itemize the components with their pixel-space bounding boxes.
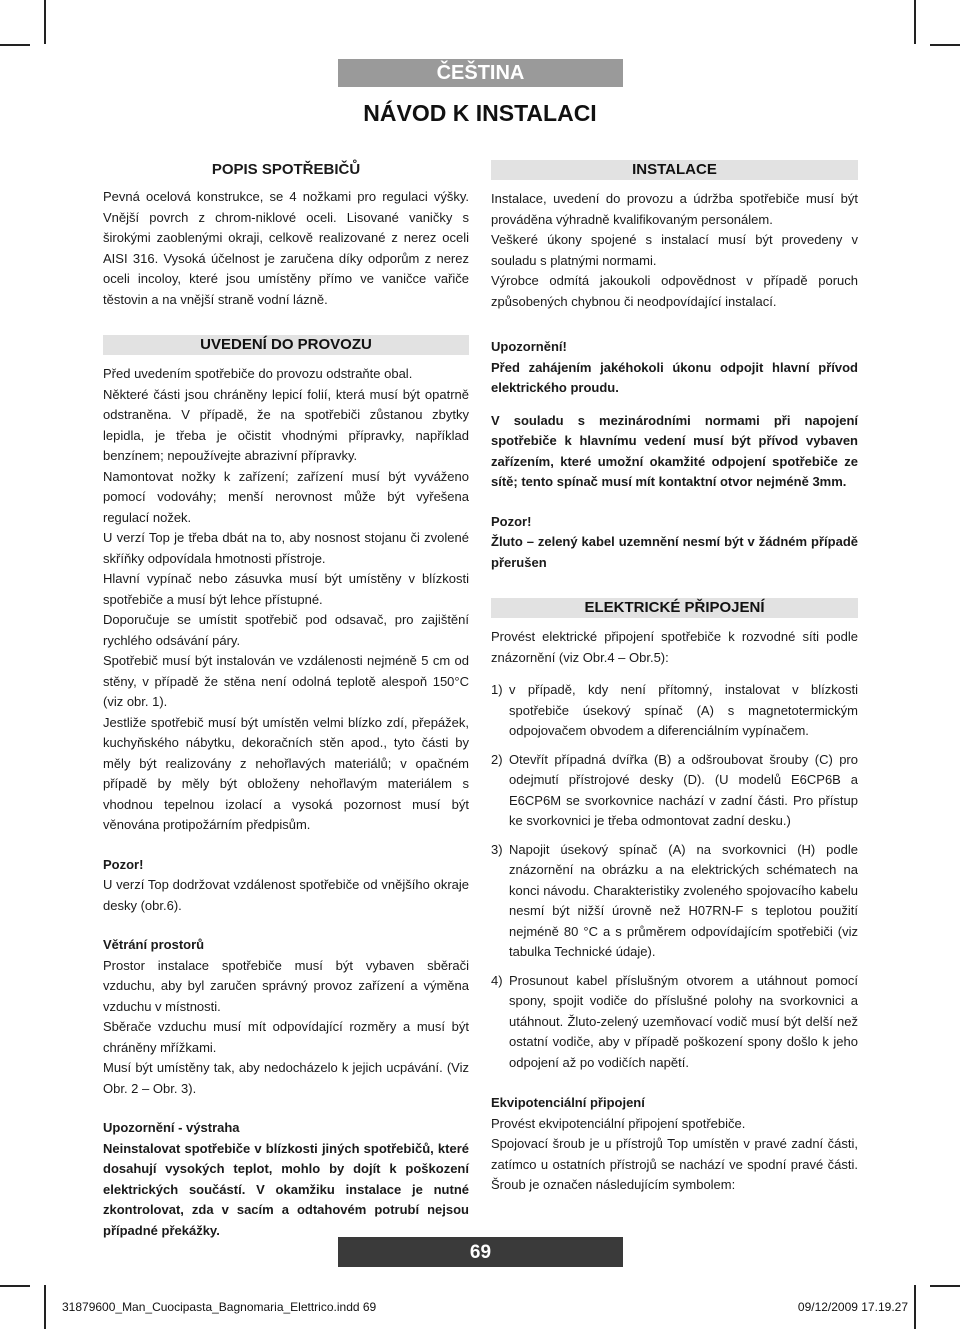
uvedeni-p7: Spotřebič musí být instalován ve vzdálenosti nejméně 5 cm od stěny, v případě že stěna není odolná teplotě alespoň 150°C (viz obr. 1). — [103, 653, 469, 709]
upozorneni-p1: Před zahájením jakéhokoli úkonu odpojit hlavní přívod elektrického proudu. — [491, 359, 858, 395]
uvedeni-p3: Namontovat nožky k zařízení; zařízení musí být vyváženo pomocí vodováhy; menší nerovnost může být vyřešena regulací nožek. — [103, 468, 469, 525]
step-item: 3) Napojit úsekový spínač (A) na svorkovnici (H) podle znázornění na obrázku a na elektrických schématech na konci návodu. Charakteristiky zvoleného spojovacího kabelu nesmí být nižší úrovně než H07RN-F s teplotou použití nejméně 80 °C a s průměrem odpovídajícím spotřebiči (viz tabulka Technické údaje). — [491, 841, 858, 959]
ekvipotencialni-p1: Provést ekvipotenciální připojení spotřebiče. — [491, 1115, 746, 1131]
uvedeni-p4: U verzí Top je třeba dbát na to, aby nosnost stojanu či zvolené skříňky odpovídala hmotnosti přístroje. — [103, 530, 469, 566]
left-column — [103, 160, 469, 1241]
connection-steps — [491, 680, 858, 1073]
popis-text: Pevná ocelová konstrukce, se 4 nožkami pro regulaci výšky. Vnější povrch z chrom-niklové oceli. Lisované vaničky s širokými zaoblenými okraji, celkově realizované z nerez oceli AISI 316. Vysoká účelnost je zaručena díky odporům z nerez oceli incoloy, které jsou umístěny přímo ve vaničce vařiče těstovin a na vnější straně vodní lázně. — [103, 189, 469, 307]
crop-mark-top-left — [44, 0, 46, 44]
uvedeni-p2: Některé části jsou chráněny lepicí folií, která musí být opatrně odstraněna. V případě, že na spotřebiči zůstanou zbytky lepidla, je třeba je očistit vhodnými přípravky, například benzínem; nepoužívejte abrazivní přípravky. — [103, 386, 469, 463]
pozor-text: U verzí Top dodržovat vzdálenost spotřebiče od vnějšího okraje desky (obr.6). — [103, 877, 469, 913]
step-item: 4) Prosunout kabel příslušným otvorem a utáhnout pomocí spony, spojit vodiče do příslušné polohy na svorkovnici a utáhnout. Žluto-zelený uzemňovací vodič musí být delší než ostatní vodiče, aby v případě poškození spony došlo k jeho odpojení až po vodičích napětí. — [491, 972, 858, 1070]
page-number: 69 — [338, 1237, 623, 1267]
ekvipotencialni-p2: Spojovací šroub je u přístrojů Top umístěn v pravé zadní části, zatímco u ostatních přístrojů se nachází ve spodní pravé části. Šroub je označen následujícím symbolem: — [491, 1136, 858, 1192]
uvedeni-p1: Před uvedením spotřebiče do provozu odstraňte obal. — [103, 366, 413, 381]
crop-mark-bottom-right — [914, 1285, 916, 1329]
right-column — [491, 160, 858, 1196]
upozorneni-p2: V souladu s mezinárodními normami při napojení spotřebiče k hlavnímu vedení musí být přívod vybaven zařízením, které umožní okamžité odpojení spotřebiče ze sítě; tento spínač musí mít kontaktní otvor nejméně 3mm. — [491, 412, 858, 489]
footer-file: 31879600_Man_Cuocipasta_Bagnomaria_Elettrico.indd 69 — [62, 1300, 377, 1314]
language-label: ČEŠTINA — [338, 59, 623, 87]
vetrani-p1: Prostor instalace spotřebiče musí být vybaven sběrači vzduchu, aby byl zaručen správný provoz zařízení a výměna vzduchu v místnosti. — [103, 957, 469, 1014]
uvedeni-p6: Doporučuje se umístit spotřebič pod odsavač, pro zajištění rychlého odsávání páry. — [103, 612, 469, 648]
crop-mark-bottom-right-h — [930, 1285, 960, 1287]
vetrani-p2: Sběrače vzduchu musí mít odpovídající rozměry a musí být chráněny mřížkami. — [103, 1019, 469, 1055]
instalace-p3: Výrobce odmítá jakoukoli odpovědnost v případě poruch způsobených chybnou či neodpovídající instalací. — [491, 273, 858, 309]
pozor-heading: Pozor! — [103, 856, 144, 872]
vetrani-p3: Musí být umístěny tak, aby nedocházelo k jejich ucpávání. (Viz Obr. 2 – Obr. 3). — [103, 1060, 469, 1096]
pozor-right-heading: Pozor! — [491, 513, 532, 529]
instalace-p2: Veškeré úkony spojené s instalací musí být provedeny v souladu s platnými normami. — [491, 232, 858, 268]
uvedeni-p8: Jestliže spotřebič musí být umístěn velmi blízko zdí, přepážek, kuchyňského nábytku, dekoračních stěn apod., tyto části by měly být realizovány z nehořlavých materiálů; v opačném případě by měly být obloženy nehořlavým materiálem s vhodnou tepelnou izolací a vysoká pozornost musí být věnována protipožárním předpisům. — [103, 714, 469, 832]
footer-timestamp: 09/12/2009 17.19.27 — [797, 1300, 908, 1314]
vetrani-heading: Větrání prostorů — [103, 937, 205, 952]
page-title: NÁVOD K INSTALACI — [363, 100, 597, 126]
instalace-p1: Instalace, uvedení do provozu a údržba spotřebiče musí být prováděna výhradně kvalifikovaným personálem. — [491, 191, 858, 227]
crop-mark-top-right-h — [930, 44, 960, 46]
crop-mark-bottom-left — [44, 1285, 46, 1329]
crop-mark-top-left-h — [0, 44, 30, 46]
crop-mark-bottom-left-h — [0, 1285, 30, 1287]
section-heading-uvedeni: UVEDENÍ DO PROVOZU — [103, 335, 469, 355]
upozorneni-heading: Upozornění! — [491, 339, 567, 354]
ekvipotencialni-heading: Ekvipotenciální připojení — [491, 1095, 645, 1110]
uvedeni-p5: Hlavní vypínač nebo zásuvka musí být umístěny v blízkosti spotřebiče a musí být lehce přístupné. — [103, 571, 469, 607]
section-heading-elektricke: ELEKTRICKÉ PŘIPOJENÍ — [491, 598, 858, 618]
elektricke-intro: Provést elektrické připojení spotřebiče k rozvodné síti podle znázornění (viz Obr.4 – Obr.5): — [491, 629, 858, 665]
step-item: 2) Otevřít případná dvířka (B) a odšroubovat šrouby (C) pro odejmutí přístrojové desky (D). (U modelů E6CP6B a E6CP6M se svorkovnice nachází v zadní části. Pro přístup ke svorkovnici je třeba odmontovat zadní desku.) — [491, 751, 858, 828]
section-heading-popis: POPIS SPOTŘEBIČŮ — [211, 161, 361, 178]
step-item: 1) v případě, kdy není přítomný, instalovat v blízkosti spotřebiče úsekový spínač (A) s magnetotermickým odpojovačem obvodem a diferenciálním vypínačem. — [491, 682, 858, 738]
section-heading-instalace: INSTALACE — [491, 160, 858, 180]
pozor-right-text: Žluto – zelený kabel uzemnění nesmí být v žádném případě přerušen — [491, 534, 858, 570]
vystraha-heading: Upozornění - výstraha — [103, 1120, 240, 1135]
vystraha-text: Neinstalovat spotřebiče v blízkosti jiných spotřebičů, které dosahují vysokých teplot, mohlo by dojít k poškození elektrických součástí. V okamžiku instalace je nutné zkontrolovat, zda v sacím a odtahovém potrubí nejsou případné překážky. — [103, 1140, 469, 1238]
crop-mark-top-right — [914, 0, 916, 44]
